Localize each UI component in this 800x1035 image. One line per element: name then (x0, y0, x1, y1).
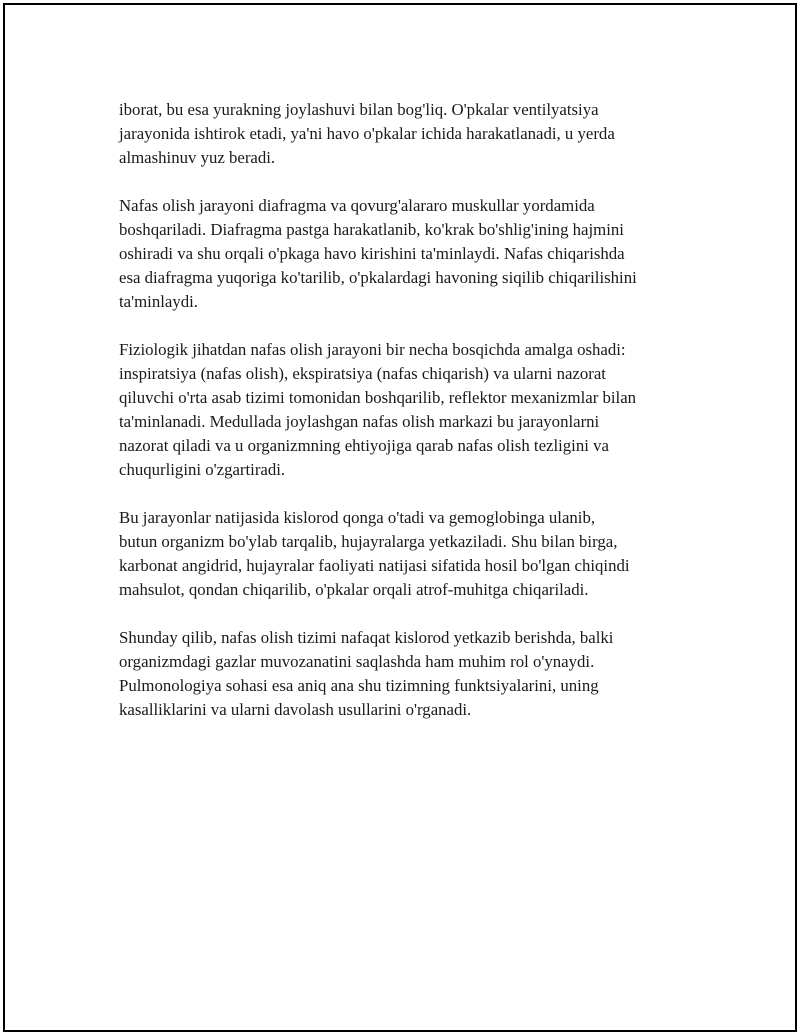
text-line: jarayonida ishtirok etadi, ya'ni havo o'pkalar ichida harakatlanadi, u yerda (119, 124, 615, 143)
paragraph-4 (119, 506, 699, 602)
paragraph-2 (119, 194, 699, 314)
text-line: inspiratsiya (nafas olish), ekspiratsiya (nafas chiqarish) va ularni nazorat (119, 364, 606, 383)
text-line: ta'minlanadi. Medullada joylashgan nafas olish markazi bu jarayonlarni (119, 412, 600, 431)
text-line: ta'minlaydi. (119, 292, 198, 311)
text-line: qiluvchi o'rta asab tizimi tomonidan boshqarilib, reflektor mexanizmlar bilan (119, 388, 637, 407)
text-line: kasalliklarini va ularni davolash usullarini o'rganadi. (119, 700, 472, 719)
text-line: butun organizm bo'ylab tarqalib, hujayralarga yetkaziladi. Shu bilan birga, (119, 532, 618, 551)
paragraph-5 (119, 626, 699, 722)
text-line: chuqurligini o'zgartiradi. (119, 460, 286, 479)
paragraph-1 (119, 98, 699, 170)
text-line: esa diafragma yuqoriga ko'tarilib, o'pkalardagi havoning siqilib chiqarilishini (119, 268, 637, 287)
text-line: mahsulot, qondan chiqarilib, o'pkalar orqali atrof-muhitga chiqariladi. (119, 580, 589, 599)
text-line: oshiradi va shu orqali o'pkaga havo kirishini ta'minlaydi. Nafas chiqarishda (119, 244, 625, 263)
text-line: Fiziologik jihatdan nafas olish jarayoni bir necha bosqichda amalga oshadi: (119, 340, 626, 359)
text-line: iborat, bu esa yurakning joylashuvi bilan bog'liq. O'pkalar ventilyatsiya (119, 100, 599, 119)
text-line: Nafas olish jarayoni diafragma va qovurg'alararo muskullar yordamida (119, 196, 595, 215)
text-line: karbonat angidrid, hujayralar faoliyati natijasi sifatida hosil bo'lgan chiqindi (119, 556, 630, 575)
document-body (119, 98, 699, 746)
document-page (3, 3, 797, 1032)
text-line: almashinuv yuz beradi. (119, 148, 276, 167)
text-line: Bu jarayonlar natijasida kislorod qonga o'tadi va gemoglobinga ulanib, (119, 508, 596, 527)
text-line: organizmdagi gazlar muvozanatini saqlashda ham muhim rol o'ynaydi. (119, 652, 595, 671)
paragraph-3 (119, 338, 699, 482)
text-line: Pulmonologiya sohasi esa aniq ana shu tizimning funktsiyalarini, uning (119, 676, 599, 695)
text-line: Shunday qilib, nafas olish tizimi nafaqat kislorod yetkazib berishda, balki (119, 628, 614, 647)
text-line: nazorat qiladi va u organizmning ehtiyojiga qarab nafas olish tezligini va (119, 436, 609, 455)
text-line: boshqariladi. Diafragma pastga harakatlanib, ko'krak bo'shlig'ining hajmini (119, 220, 624, 239)
